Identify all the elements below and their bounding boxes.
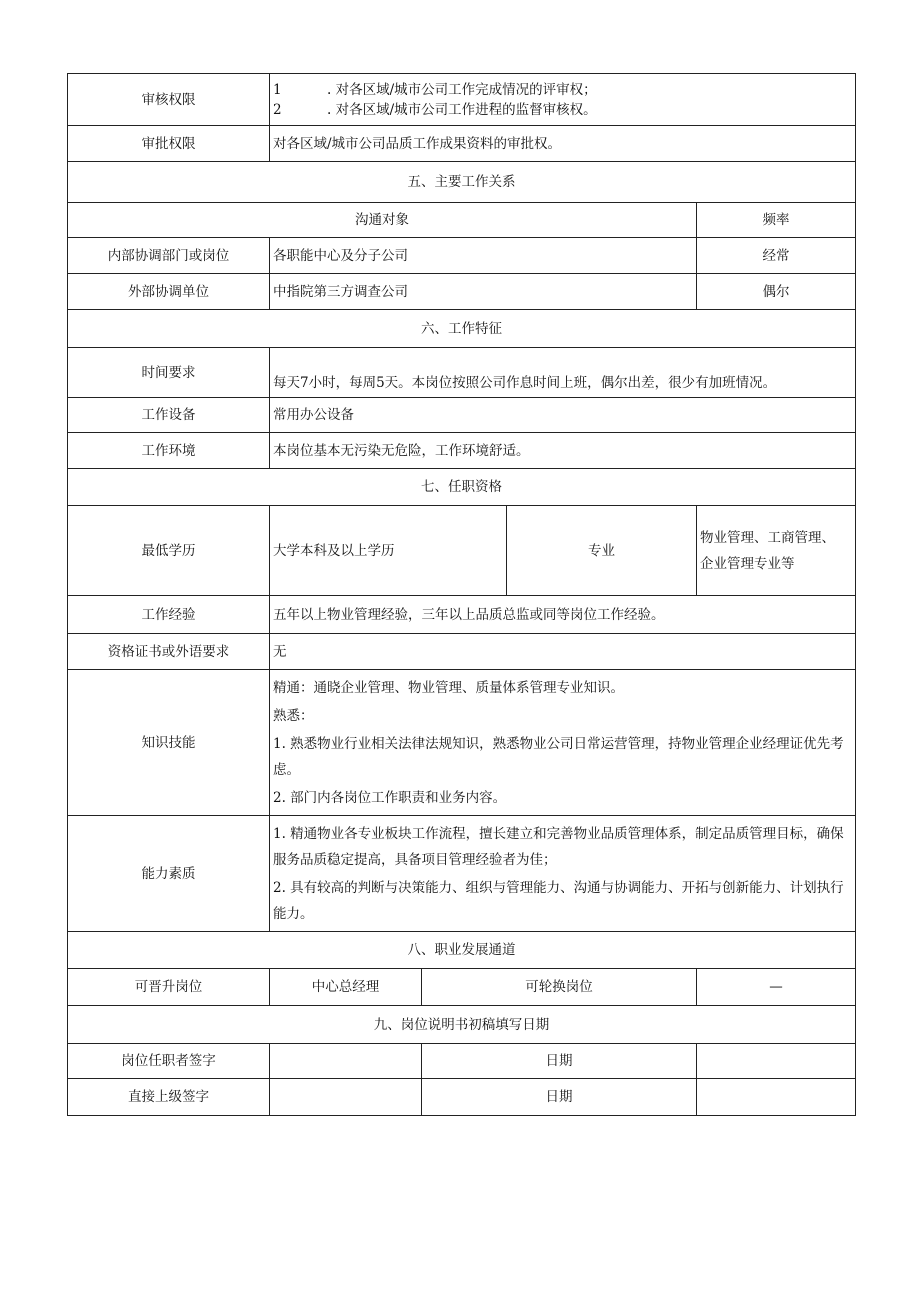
major-value: 物业管理、工商管理、 企业管理专业等 (697, 506, 856, 596)
comm-frequency-header: 频率 (697, 203, 856, 238)
table-row (68, 634, 856, 670)
table-row (68, 1079, 856, 1116)
review-authority-label: 审核权限 (68, 74, 270, 126)
time-requirement-label: 时间要求 (68, 348, 270, 398)
knowledge-line: 2. 部门内各岗位工作职责和业务内容。 (273, 789, 507, 806)
review-authority-item: 2 . 对各区域/城市公司工作进程的监督审核权。 (273, 101, 597, 118)
work-equipment-label: 工作设备 (68, 398, 270, 433)
work-environment-value: 本岗位基本无污染无危险，工作环境舒适。 (270, 433, 856, 469)
work-equipment-value: 常用办公设备 (270, 398, 856, 433)
certificate-label: 资格证书或外语要求 (68, 634, 270, 670)
supervisor-date-label: 日期 (422, 1079, 697, 1116)
promotion-label: 可晋升岗位 (68, 969, 270, 1006)
approval-authority-row (68, 126, 856, 162)
work-experience-value: 五年以上物业管理经验，三年以上品质总监或同等岗位工作经验。 (270, 596, 856, 634)
section7-title: 七、任职资格 (68, 469, 856, 506)
internal-coordination-frequency: 经常 (697, 238, 856, 274)
internal-coordination-label: 内部协调部门或岗位 (68, 238, 270, 274)
knowledge-line: 1. 熟悉物业行业相关法律法规知识，熟悉物业公司日常运营管理，持物业管理企业经理证优先考虑。 (273, 735, 844, 778)
section6-title: 六、工作特征 (68, 310, 856, 348)
incumbent-date-field[interactable] (697, 1044, 856, 1079)
section5-title: 五、主要工作关系 (68, 162, 856, 203)
table-row (68, 670, 856, 816)
rotation-label: 可轮换岗位 (422, 969, 697, 1006)
incumbent-date-label: 日期 (422, 1044, 697, 1079)
table-row (68, 969, 856, 1006)
work-experience-label: 工作经验 (68, 596, 270, 634)
table-row (68, 433, 856, 469)
section9-title: 九、岗位说明书初稿填写日期 (68, 1006, 856, 1044)
table-row (68, 1044, 856, 1079)
comm-target-header: 沟通对象 (68, 203, 697, 238)
knowledge-line: 精通：通晓企业管理、物业管理、质量体系管理专业知识。 (273, 679, 624, 696)
job-description-table (67, 73, 856, 1116)
time-requirement-value: 每天7小时，每周5天。本岗位按照公司作息时间上班，偶尔出差，很少有加班情况。 (270, 348, 856, 398)
external-coordination-target: 中指院第三方调查公司 (270, 274, 697, 310)
ability-label: 能力素质 (68, 816, 270, 932)
supervisor-date-field[interactable] (697, 1079, 856, 1116)
ability-line: 2. 具有较高的判断与决策能力、组织与管理能力、沟通与协调能力、开拓与创新能力、计划执行能力。 (273, 879, 844, 922)
supervisor-signature-field[interactable] (270, 1079, 422, 1116)
table-row (68, 398, 856, 433)
ability-line: 1. 精通物业各专业板块工作流程，擅长建立和完善物业品质管理体系，制定品质管理目标，确保服务品质稳定提高，具备项目管理经验者为佳； (273, 825, 844, 868)
major-label: 专业 (507, 506, 697, 596)
table-row (68, 596, 856, 634)
table-row (68, 238, 856, 274)
incumbent-signature-field[interactable] (270, 1044, 422, 1079)
table-row (68, 816, 856, 932)
certificate-value: 无 (270, 634, 856, 670)
knowledge-skills-label: 知识技能 (68, 670, 270, 816)
knowledge-line: 熟悉： (273, 707, 314, 724)
rotation-value: — (697, 969, 856, 1006)
incumbent-signature-label: 岗位任职者签字 (68, 1044, 270, 1079)
approval-authority-label: 审批权限 (68, 126, 270, 162)
supervisor-signature-label: 直接上级签字 (68, 1079, 270, 1116)
min-education-value: 大学本科及以上学历 (270, 506, 507, 596)
external-coordination-frequency: 偶尔 (697, 274, 856, 310)
table-row (68, 274, 856, 310)
review-authority-item: 1 . 对各区域/城市公司工作完成情况的评审权； (273, 81, 597, 98)
review-authority-items (270, 74, 856, 126)
internal-coordination-target: 各职能中心及分子公司 (270, 238, 697, 274)
promotion-value: 中心总经理 (270, 969, 422, 1006)
table-row (68, 348, 856, 398)
section8-title: 八、职业发展通道 (68, 932, 856, 969)
external-coordination-label: 外部协调单位 (68, 274, 270, 310)
review-authority-row (68, 74, 856, 126)
min-education-label: 最低学历 (68, 506, 270, 596)
table-row (68, 506, 856, 596)
work-environment-label: 工作环境 (68, 433, 270, 469)
ability-value (270, 816, 856, 932)
knowledge-skills-value (270, 670, 856, 816)
approval-authority-value: 对各区域/城市公司品质工作成果资料的审批权。 (270, 126, 856, 162)
